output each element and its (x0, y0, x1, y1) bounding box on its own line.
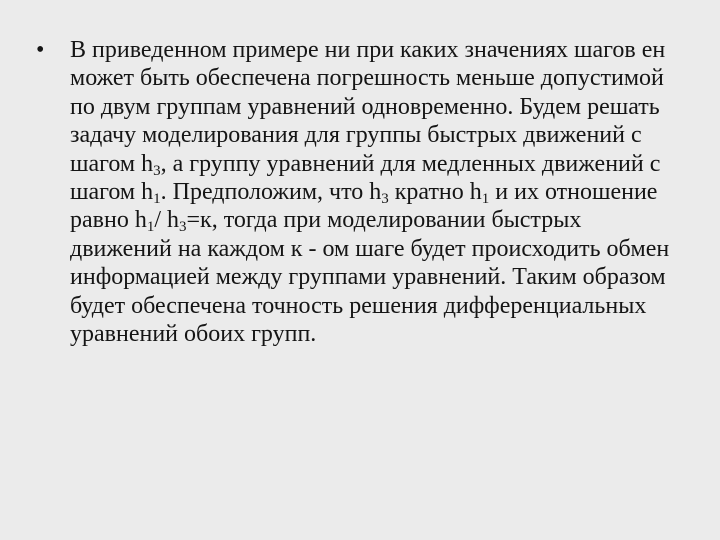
text-fragment: шагом h (70, 178, 154, 205)
paragraph-line: В приведенном примере ни при каких значениях шагов ен (70, 37, 666, 63)
paragraph-line: движений на каждом к - ом шаге будет происходить обмен (70, 235, 670, 262)
paragraph-line (70, 178, 696, 206)
paragraph-line: задачу моделирования для группы быстрых движений с (70, 122, 642, 149)
paragraph-line: будет обеспечена точность решения дифференциальных (70, 292, 647, 319)
bullet-mark: • (36, 37, 45, 63)
text-fragment: равно h (70, 207, 147, 234)
bullet-point (36, 36, 696, 348)
subscript: 3 (179, 219, 187, 236)
paragraph-line (70, 150, 696, 178)
subscript: 1 (146, 219, 155, 236)
text-fragment: шагом h (70, 150, 154, 177)
subscript: 1 (153, 190, 161, 207)
paragraph-line: информацией между группами уравнений. Таким образом (70, 264, 666, 291)
paragraph-line: по двум группам уравнений одновременно. Будем решать (70, 93, 660, 120)
subscript: 3 (153, 162, 161, 179)
subscript: 1 (481, 190, 490, 207)
text-fragment: / h (154, 207, 179, 234)
text-fragment: =к, тогда при моделировании быстрых (186, 207, 582, 234)
paragraph-line: может быть обеспечена погрешность меньше допустимой (70, 65, 664, 92)
text-fragment: . Предположим, что h (160, 178, 382, 205)
subscript: 3 (381, 190, 389, 207)
text-fragment: и их отношение (489, 178, 658, 205)
paragraph-line: уравнений обоих групп. (70, 320, 317, 347)
bullet-paragraph (70, 36, 696, 348)
text-fragment: , а группу уравнений для медленных движений с (160, 150, 661, 177)
text-fragment: кратно h (388, 178, 482, 205)
paragraph-line (70, 206, 696, 234)
